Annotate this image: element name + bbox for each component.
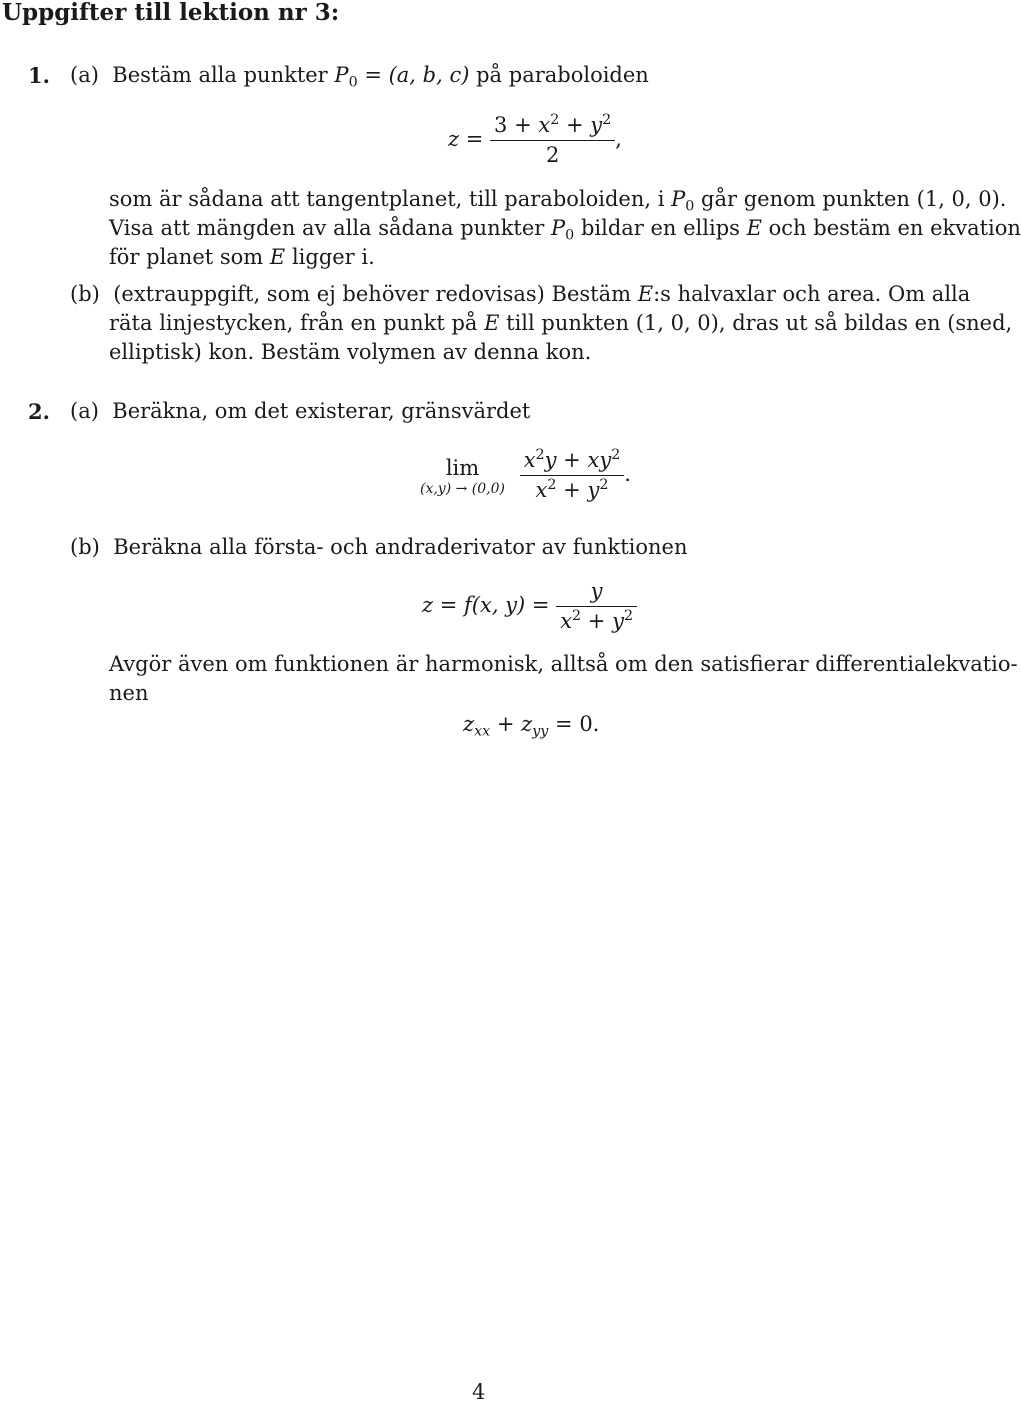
problem-2-number: 2. xyxy=(28,399,50,424)
problem-1a-text-line-3: Visa att mängden av alla sådana punkter $P_0$ bildar en ellips E och bestäm en ekvation xyxy=(109,216,1021,244)
problem-1b-line-1: (b) (extrauppgift, som ej behöver redovisas) Bestäm E:s halvaxlar och area. Om alla xyxy=(70,282,971,306)
laplace-equation: $z_{xx} + z_{yy} = 0$. xyxy=(463,712,600,740)
problem-1a-text-line-2: som är sådana att tangentplanet, till paraboloiden, i $P_0$ går genom punkten (1, 0, 0). xyxy=(109,187,1007,215)
problem-1-number: 1. xyxy=(28,63,50,88)
problem-1a-line: (a) Bestäm alla punkter $P_0 = (a$, b, c) på paraboloiden xyxy=(70,63,649,91)
problem-1b-line-2: räta linjestycken, från en punkt på E till punkten (1, 0, 0), dras ut så bildas en (sned, xyxy=(109,311,1013,335)
limit-expression: lim (x,y) → (0,0) $\frac{x^2y + xy^2}{x^2 + y^2}$ . xyxy=(420,446,631,505)
function-definition: z = f(x, y) = $\frac{y}{x^2 + y^2}$ xyxy=(422,577,637,636)
harmonic-question-line-1: Avgör även om funktionen är harmonisk, alltså om den satisfierar differentialekvatio- xyxy=(109,652,1018,676)
problem-1b-line-3: elliptisk) kon. Bestäm volymen av denna kon. xyxy=(109,340,592,364)
paraboloid-equation: z = $\frac{3 + x^2 + y^2}{2}$ , xyxy=(448,111,622,170)
problem-2b-line: (b) Beräkna alla första- och andraderivator av funktionen xyxy=(70,535,688,559)
page-number: 4 xyxy=(472,1380,486,1404)
harmonic-question-line-2: nen xyxy=(109,681,149,705)
problem-2a-line: (a) Beräkna, om det existerar, gränsvärdet xyxy=(70,399,531,423)
problem-1a-text-line-4: för planet som E ligger i. xyxy=(109,245,375,269)
page-title: Uppgifter till lektion nr 3: xyxy=(2,0,340,26)
